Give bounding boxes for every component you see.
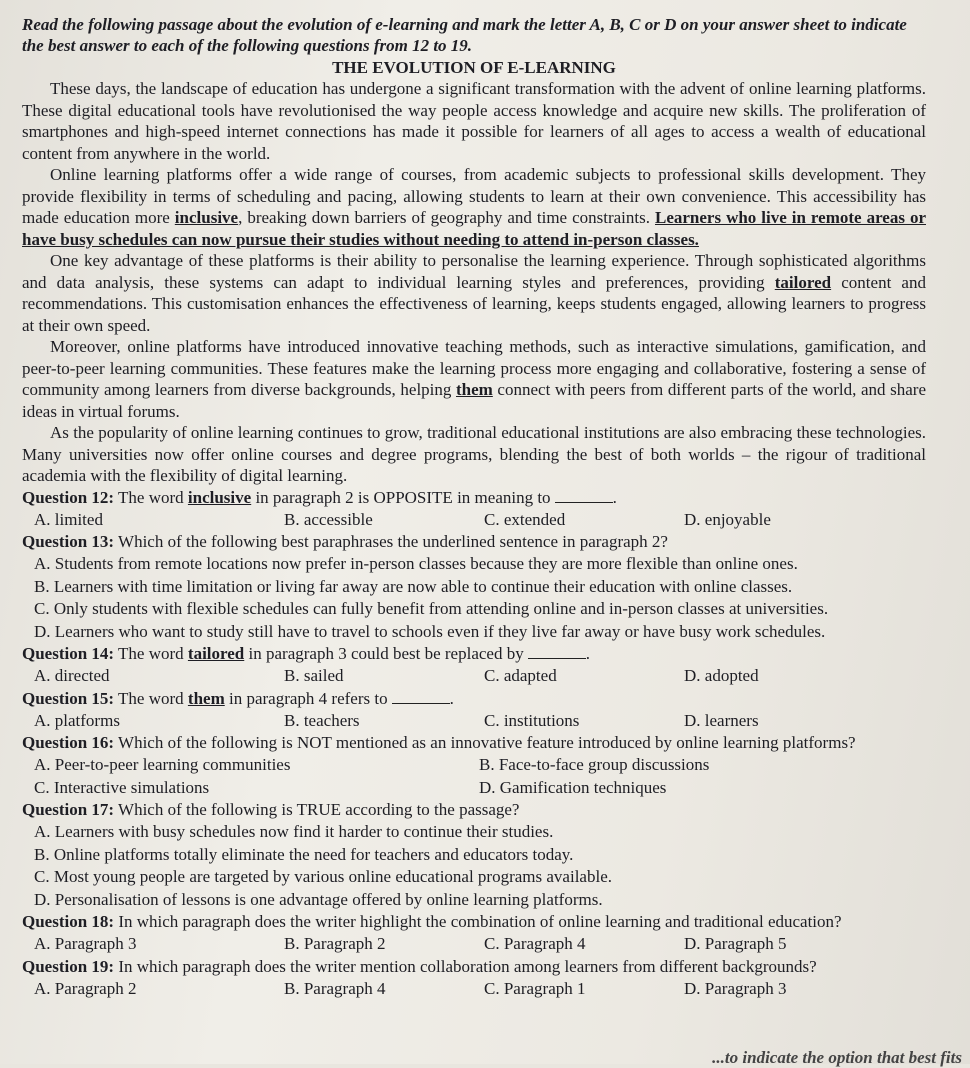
question-18: Question 18: In which paragraph does the writer highlight the combination of online learning and traditional education? bbox=[22, 912, 842, 931]
option-c[interactable]: C. Most young people are targeted by various online educational programs available. bbox=[34, 867, 612, 886]
option-d[interactable]: D. Learners who want to study still have to travel to schools even if they live far away or have busy work schedules. bbox=[34, 621, 826, 641]
option-c[interactable]: C. extended bbox=[484, 509, 566, 529]
option-c[interactable]: C. adapted bbox=[484, 666, 557, 685]
option-b[interactable]: B. Face-to-face group discussions bbox=[479, 755, 710, 774]
option-d[interactable]: D. Personalisation of lessons is one advantage offered by online learning platforms. bbox=[34, 889, 603, 909]
question-17: Question 17: Which of the following is TRUE according to the passage? bbox=[22, 800, 520, 819]
underlined-word-inclusive: inclusive bbox=[174, 208, 239, 227]
answer-blank bbox=[528, 646, 586, 659]
question-18-options bbox=[22, 933, 926, 956]
passage-title: THE EVOLUTION OF E-LEARNING bbox=[332, 58, 616, 77]
instructions: Read the following passage about the evolution of e-learning and mark the letter A, B, C or D on your answer sheet to indicate the best answer to each of the following questions from 12 to 19. bbox=[22, 15, 907, 55]
option-b[interactable]: B. Paragraph 4 bbox=[284, 978, 386, 998]
option-a[interactable]: A. Paragraph 3 bbox=[34, 934, 137, 953]
option-d[interactable]: D. adopted bbox=[684, 666, 759, 685]
underlined-word-them: them bbox=[456, 380, 493, 399]
question-12: Question 12: The word inclusive in paragraph 2 is OPPOSITE in meaning to . bbox=[22, 487, 617, 507]
option-a[interactable]: A. platforms bbox=[34, 710, 120, 730]
paragraph-4: Moreover, online platforms have introduced innovative teaching methods, such as interactive simulations, gamification, and peer-to-peer learning communities. These features make the learning process more engaging and collaborative, fostering a sense of community among learners from diverse backgrounds, helping them connect with peers from different parts of the world, and share ideas in virtual forums. bbox=[22, 337, 927, 421]
paragraph-1: These days, the landscape of education has undergone a significant transformation with the advent of online learning platforms. These digital educational tools have revolutionised the way people access knowledge and acquire new skills. The proliferation of smartphones and high-speed internet connections has made it possible for learners of all ages to access a wealth of educational content from anywhere in the world. bbox=[22, 79, 926, 163]
option-b[interactable]: B. accessible bbox=[284, 509, 373, 529]
option-c[interactable]: C. Interactive simulations bbox=[34, 777, 210, 797]
answer-blank bbox=[555, 490, 613, 503]
paragraph-5: As the popularity of online learning continues to grow, traditional educational institutions are also embracing these technologies. Many universities now offer online courses and degree programs, blending the best of both worlds – the rigour of traditional academia with the flexibility of digital learning. bbox=[22, 423, 926, 485]
option-d[interactable]: D. Gamification techniques bbox=[479, 777, 667, 797]
option-b[interactable]: B. sailed bbox=[284, 666, 344, 685]
question-19-options bbox=[22, 978, 926, 1001]
question-19: Question 19: In which paragraph does the writer mention collaboration among learners from different backgrounds? bbox=[22, 956, 817, 976]
question-12-options bbox=[22, 509, 926, 532]
option-a[interactable]: A. limited bbox=[34, 509, 103, 529]
underlined-sentence: Learners who live in remote areas or have busy schedules can now pursue their studies without needing to attend in-person classes. bbox=[22, 208, 926, 249]
option-b[interactable]: B. teachers bbox=[284, 710, 360, 730]
question-16-options bbox=[22, 754, 926, 799]
question-13: Question 13: Which of the following best paraphrases the underlined sentence in paragraph 2? bbox=[22, 532, 668, 551]
paragraph-2: Online learning platforms offer a wide range of courses, from academic subjects to professional skills development. They provide flexibility in terms of scheduling and pacing, allowing students to learn at their own convenience. This accessibility has made education more inclusive, breaking down barriers of geography and time constraints. Learners who live in remote areas or have busy schedules can now pursue their studies without needing to attend in-person classes. bbox=[22, 165, 926, 249]
option-d[interactable]: D. learners bbox=[684, 710, 759, 730]
question-14: Question 14: The word tailored in paragraph 3 could best be replaced by . bbox=[22, 644, 590, 663]
paragraph-3: One key advantage of these platforms is their ability to personalise the learning experience. Through sophisticated algorithms and data analysis, these systems can adapt to individual learning styles and preferences, providing tailored content and recommendations. This customisation enhances the effectiveness of learning, keeps students engaged, allowing learners to progress at their own speed. bbox=[22, 251, 926, 335]
question-15-options bbox=[22, 710, 926, 733]
underlined-word-tailored: tailored bbox=[774, 272, 832, 292]
option-b[interactable]: B. Learners with time limitation or living far away are now able to continue their education with online classes. bbox=[34, 576, 793, 596]
option-c[interactable]: C. Paragraph 4 bbox=[484, 934, 586, 953]
option-b[interactable]: B. Online platforms totally eliminate the need for teachers and educators today. bbox=[34, 844, 574, 864]
option-c[interactable]: C. institutions bbox=[484, 710, 580, 730]
cut-off-footer-text: ...to indicate the option that best fits bbox=[712, 1048, 962, 1067]
answer-blank bbox=[392, 691, 450, 704]
option-a[interactable]: A. Learners with busy schedules now find it harder to continue their studies. bbox=[34, 822, 554, 841]
question-15: Question 15: The word them in paragraph 4 refers to . bbox=[22, 688, 454, 708]
question-14-options bbox=[22, 665, 926, 688]
option-d[interactable]: D. Paragraph 3 bbox=[684, 978, 787, 998]
option-d[interactable]: D. enjoyable bbox=[684, 509, 771, 529]
option-d[interactable]: D. Paragraph 5 bbox=[684, 934, 787, 953]
question-16: Question 16: Which of the following is NOT mentioned as an innovative feature introduced by online learning platforms? bbox=[22, 733, 856, 752]
option-a[interactable]: A. Paragraph 2 bbox=[34, 978, 137, 998]
option-a[interactable]: A. Peer-to-peer learning communities bbox=[34, 755, 291, 774]
option-a[interactable]: A. directed bbox=[34, 666, 110, 685]
option-c[interactable]: C. Only students with flexible schedules can fully benefit from attending online and in-person classes at universities. bbox=[34, 599, 829, 618]
option-a[interactable]: A. Students from remote locations now prefer in-person classes because they are more flexible than online ones. bbox=[34, 554, 798, 573]
option-c[interactable]: C. Paragraph 1 bbox=[484, 978, 586, 998]
option-b[interactable]: B. Paragraph 2 bbox=[284, 934, 386, 953]
